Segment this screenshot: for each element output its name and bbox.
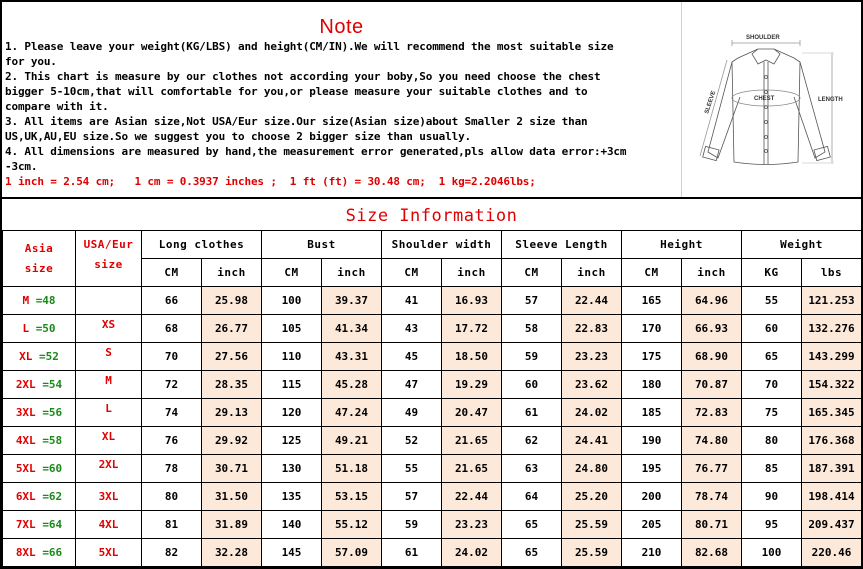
note-lines bbox=[5, 39, 679, 189]
imperial-value-cell: 53.15 bbox=[322, 483, 382, 511]
asia-size-cell bbox=[3, 427, 76, 455]
chest-label: CHEST bbox=[754, 96, 775, 102]
metric-value-cell: 68 bbox=[142, 315, 202, 343]
imperial-value-cell: 154.322 bbox=[802, 371, 862, 399]
imperial-value-cell: 30.71 bbox=[202, 455, 262, 483]
imperial-value-cell: 29.13 bbox=[202, 399, 262, 427]
imperial-value-cell: 121.253 bbox=[802, 287, 862, 315]
shirt-icon bbox=[682, 2, 862, 197]
table-row bbox=[3, 287, 862, 315]
metric-value-cell: 75 bbox=[742, 399, 802, 427]
asia-size-label: 3XL bbox=[15, 406, 36, 419]
metric-value-cell: 81 bbox=[142, 511, 202, 539]
unit-header: inch bbox=[682, 259, 742, 287]
usa-eur-size-cell: XL bbox=[76, 427, 142, 455]
imperial-value-cell: 27.56 bbox=[202, 343, 262, 371]
unit-header: KG bbox=[742, 259, 802, 287]
metric-value-cell: 190 bbox=[622, 427, 682, 455]
metric-value-cell: 59 bbox=[382, 511, 442, 539]
notes-section bbox=[2, 2, 681, 198]
usa-eur-size-cell: 3XL bbox=[76, 483, 142, 511]
imperial-value-cell: 80.71 bbox=[682, 511, 742, 539]
metric-value-cell: 45 bbox=[382, 343, 442, 371]
metric-value-cell: 62 bbox=[502, 427, 562, 455]
shoulder-width-header: Shoulder width bbox=[382, 231, 502, 259]
note-line: 2. This chart is measure by our clothes not according your boby,So you need choose the chest bbox=[5, 70, 601, 83]
imperial-value-cell: 24.02 bbox=[442, 539, 502, 567]
imperial-value-cell: 82.68 bbox=[682, 539, 742, 567]
metric-value-cell: 61 bbox=[382, 539, 442, 567]
unit-header: inch bbox=[442, 259, 502, 287]
table-row bbox=[3, 399, 862, 427]
unit-header: CM bbox=[622, 259, 682, 287]
imperial-value-cell: 64.96 bbox=[682, 287, 742, 315]
note-line: for you. bbox=[5, 55, 57, 68]
metric-value-cell: 49 bbox=[382, 399, 442, 427]
imperial-value-cell: 176.368 bbox=[802, 427, 862, 455]
note-line: -3cm. bbox=[5, 160, 38, 173]
note-line: 4. All dimensions are measured by hand,the measurement error generated,pls allow data error:+3cm bbox=[5, 145, 627, 158]
asia-size-label: 4XL bbox=[15, 434, 36, 447]
metric-value-cell: 105 bbox=[262, 315, 322, 343]
asia-size-label: 8XL bbox=[15, 546, 36, 559]
metric-value-cell: 210 bbox=[622, 539, 682, 567]
metric-value-cell: 120 bbox=[262, 399, 322, 427]
unit-conversion-line: 1 inch = 2.54 cm; 1 cm = 0.3937 inches ; 1 ft (ft) = 30.48 cm; 1 kg=2.2046lbs; bbox=[5, 175, 536, 188]
metric-value-cell: 72 bbox=[142, 371, 202, 399]
asia-size-cell bbox=[3, 287, 76, 315]
metric-value-cell: 78 bbox=[142, 455, 202, 483]
shoulder-label: SHOULDER bbox=[746, 35, 780, 41]
usa-eur-size-cell: 5XL bbox=[76, 539, 142, 567]
metric-value-cell: 43 bbox=[382, 315, 442, 343]
usa-eur-size-cell: M bbox=[76, 371, 142, 399]
imperial-value-cell: 23.23 bbox=[442, 511, 502, 539]
asia-size-equivalent: =64 bbox=[42, 518, 63, 531]
asia-size-label: 6XL bbox=[15, 490, 36, 503]
metric-value-cell: 57 bbox=[502, 287, 562, 315]
asia-size-header: Asia size bbox=[3, 231, 76, 287]
asia-size-cell bbox=[3, 371, 76, 399]
metric-value-cell: 82 bbox=[142, 539, 202, 567]
metric-value-cell: 140 bbox=[262, 511, 322, 539]
table-row bbox=[3, 343, 862, 371]
imperial-value-cell: 45.28 bbox=[322, 371, 382, 399]
asia-size-equivalent: =50 bbox=[35, 322, 56, 335]
metric-value-cell: 76 bbox=[142, 427, 202, 455]
imperial-value-cell: 18.50 bbox=[442, 343, 502, 371]
metric-value-cell: 85 bbox=[742, 455, 802, 483]
length-label: LENGTH bbox=[818, 97, 843, 103]
metric-value-cell: 60 bbox=[502, 371, 562, 399]
imperial-value-cell: 22.44 bbox=[442, 483, 502, 511]
imperial-value-cell: 29.92 bbox=[202, 427, 262, 455]
asia-size-equivalent: =56 bbox=[42, 406, 63, 419]
metric-value-cell: 64 bbox=[502, 483, 562, 511]
imperial-value-cell: 72.83 bbox=[682, 399, 742, 427]
metric-value-cell: 145 bbox=[262, 539, 322, 567]
metric-value-cell: 65 bbox=[742, 343, 802, 371]
imperial-value-cell: 24.80 bbox=[562, 455, 622, 483]
imperial-value-cell: 39.37 bbox=[322, 287, 382, 315]
imperial-value-cell: 24.41 bbox=[562, 427, 622, 455]
metric-value-cell: 135 bbox=[262, 483, 322, 511]
long-clothes-header: Long clothes bbox=[142, 231, 262, 259]
imperial-value-cell: 41.34 bbox=[322, 315, 382, 343]
metric-value-cell: 110 bbox=[262, 343, 322, 371]
asia-size-cell bbox=[3, 483, 76, 511]
imperial-value-cell: 165.345 bbox=[802, 399, 862, 427]
imperial-value-cell: 31.50 bbox=[202, 483, 262, 511]
metric-value-cell: 58 bbox=[502, 315, 562, 343]
metric-value-cell: 70 bbox=[742, 371, 802, 399]
note-line: compare with it. bbox=[5, 100, 109, 113]
asia-size-label: XL bbox=[19, 350, 33, 363]
table-row bbox=[3, 511, 862, 539]
asia-size-equivalent: =66 bbox=[42, 546, 63, 559]
imperial-value-cell: 20.47 bbox=[442, 399, 502, 427]
imperial-value-cell: 55.12 bbox=[322, 511, 382, 539]
size-information-table bbox=[2, 230, 862, 567]
imperial-value-cell: 16.93 bbox=[442, 287, 502, 315]
imperial-value-cell: 19.29 bbox=[442, 371, 502, 399]
imperial-value-cell: 25.59 bbox=[562, 511, 622, 539]
unit-header: CM bbox=[382, 259, 442, 287]
asia-size-label: 2XL bbox=[15, 378, 36, 391]
imperial-value-cell: 198.414 bbox=[802, 483, 862, 511]
metric-value-cell: 47 bbox=[382, 371, 442, 399]
asia-size-cell bbox=[3, 511, 76, 539]
imperial-value-cell: 209.437 bbox=[802, 511, 862, 539]
metric-value-cell: 185 bbox=[622, 399, 682, 427]
imperial-value-cell: 57.09 bbox=[322, 539, 382, 567]
usa-eur-size-cell: 4XL bbox=[76, 511, 142, 539]
metric-value-cell: 125 bbox=[262, 427, 322, 455]
asia-size-equivalent: =60 bbox=[42, 462, 63, 475]
note-line: bigger 5-10cm,that will comfortable for you,or please measure your suitable clothes and to bbox=[5, 85, 588, 98]
imperial-value-cell: 43.31 bbox=[322, 343, 382, 371]
metric-value-cell: 60 bbox=[742, 315, 802, 343]
asia-size-cell bbox=[3, 455, 76, 483]
metric-value-cell: 66 bbox=[142, 287, 202, 315]
unit-header: inch bbox=[562, 259, 622, 287]
unit-header: inch bbox=[322, 259, 382, 287]
imperial-value-cell: 49.21 bbox=[322, 427, 382, 455]
metric-value-cell: 165 bbox=[622, 287, 682, 315]
asia-size-label: 5XL bbox=[15, 462, 36, 475]
asia-size-equivalent: =54 bbox=[42, 378, 63, 391]
asia-size-cell bbox=[3, 399, 76, 427]
usa-eur-size-cell bbox=[76, 287, 142, 315]
imperial-value-cell: 76.77 bbox=[682, 455, 742, 483]
imperial-value-cell: 187.391 bbox=[802, 455, 862, 483]
metric-value-cell: 175 bbox=[622, 343, 682, 371]
table-row bbox=[3, 427, 862, 455]
imperial-value-cell: 23.23 bbox=[562, 343, 622, 371]
metric-value-cell: 61 bbox=[502, 399, 562, 427]
metric-value-cell: 63 bbox=[502, 455, 562, 483]
metric-value-cell: 100 bbox=[742, 539, 802, 567]
imperial-value-cell: 32.28 bbox=[202, 539, 262, 567]
note-line: 1. Please leave your weight(KG/LBS) and height(CM/IN).We will recommend the most suitable size bbox=[5, 40, 614, 53]
imperial-value-cell: 51.18 bbox=[322, 455, 382, 483]
metric-value-cell: 80 bbox=[742, 427, 802, 455]
asia-size-equivalent: =62 bbox=[42, 490, 63, 503]
imperial-value-cell: 24.02 bbox=[562, 399, 622, 427]
imperial-value-cell: 26.77 bbox=[202, 315, 262, 343]
metric-value-cell: 65 bbox=[502, 539, 562, 567]
height-header: Height bbox=[622, 231, 742, 259]
imperial-value-cell: 25.98 bbox=[202, 287, 262, 315]
asia-size-cell bbox=[3, 315, 76, 343]
imperial-value-cell: 17.72 bbox=[442, 315, 502, 343]
unit-header: CM bbox=[262, 259, 322, 287]
table-row bbox=[3, 539, 862, 567]
imperial-value-cell: 31.89 bbox=[202, 511, 262, 539]
imperial-value-cell: 143.299 bbox=[802, 343, 862, 371]
asia-size-cell bbox=[3, 343, 76, 371]
note-line: US,UK,AU,EU size.So we suggest you to choose 2 bigger size than usually. bbox=[5, 130, 472, 143]
imperial-value-cell: 68.90 bbox=[682, 343, 742, 371]
metric-value-cell: 180 bbox=[622, 371, 682, 399]
metric-value-cell: 95 bbox=[742, 511, 802, 539]
metric-value-cell: 205 bbox=[622, 511, 682, 539]
table-row bbox=[3, 455, 862, 483]
imperial-value-cell: 22.83 bbox=[562, 315, 622, 343]
note-line: 3. All items are Asian size,Not USA/Eur size.Our size(Asian size)about Smaller 2 size than bbox=[5, 115, 588, 128]
metric-value-cell: 74 bbox=[142, 399, 202, 427]
metric-value-cell: 130 bbox=[262, 455, 322, 483]
asia-size-label: 7XL bbox=[15, 518, 36, 531]
imperial-value-cell: 47.24 bbox=[322, 399, 382, 427]
shirt-measurement-diagram bbox=[681, 2, 861, 197]
usa-eur-size-cell: XS bbox=[76, 315, 142, 343]
weight-header: Weight bbox=[742, 231, 862, 259]
metric-value-cell: 59 bbox=[502, 343, 562, 371]
imperial-value-cell: 23.62 bbox=[562, 371, 622, 399]
sleeve-length-header: Sleeve Length bbox=[502, 231, 622, 259]
unit-header: lbs bbox=[802, 259, 862, 287]
imperial-value-cell: 74.80 bbox=[682, 427, 742, 455]
metric-value-cell: 195 bbox=[622, 455, 682, 483]
table-group-header-row bbox=[3, 231, 862, 259]
metric-value-cell: 90 bbox=[742, 483, 802, 511]
metric-value-cell: 41 bbox=[382, 287, 442, 315]
metric-value-cell: 65 bbox=[502, 511, 562, 539]
imperial-value-cell: 25.20 bbox=[562, 483, 622, 511]
imperial-value-cell: 220.46 bbox=[802, 539, 862, 567]
imperial-value-cell: 21.65 bbox=[442, 427, 502, 455]
usa-eur-size-cell: 2XL bbox=[76, 455, 142, 483]
asia-size-equivalent: =58 bbox=[42, 434, 63, 447]
usa-eur-size-cell: L bbox=[76, 399, 142, 427]
imperial-value-cell: 28.35 bbox=[202, 371, 262, 399]
table-row bbox=[3, 371, 862, 399]
asia-size-label: L bbox=[22, 322, 30, 335]
note-title: Note bbox=[319, 16, 364, 38]
imperial-value-cell: 132.276 bbox=[802, 315, 862, 343]
metric-value-cell: 52 bbox=[382, 427, 442, 455]
metric-value-cell: 55 bbox=[742, 287, 802, 315]
imperial-value-cell: 21.65 bbox=[442, 455, 502, 483]
unit-header: CM bbox=[142, 259, 202, 287]
asia-size-equivalent: =48 bbox=[35, 294, 56, 307]
metric-value-cell: 170 bbox=[622, 315, 682, 343]
usa-eur-size-cell: S bbox=[76, 343, 142, 371]
size-table-title: Size Information bbox=[345, 206, 518, 226]
table-row bbox=[3, 483, 862, 511]
metric-value-cell: 70 bbox=[142, 343, 202, 371]
imperial-value-cell: 22.44 bbox=[562, 287, 622, 315]
metric-value-cell: 100 bbox=[262, 287, 322, 315]
metric-value-cell: 55 bbox=[382, 455, 442, 483]
imperial-value-cell: 70.87 bbox=[682, 371, 742, 399]
asia-size-label: M bbox=[22, 294, 30, 307]
bust-header: Bust bbox=[262, 231, 382, 259]
sleeve-label: SLEEVE bbox=[704, 90, 718, 115]
asia-size-cell bbox=[3, 539, 76, 567]
size-table-body bbox=[3, 287, 862, 567]
imperial-value-cell: 66.93 bbox=[682, 315, 742, 343]
table-row bbox=[3, 315, 862, 343]
unit-header: CM bbox=[502, 259, 562, 287]
metric-value-cell: 57 bbox=[382, 483, 442, 511]
imperial-value-cell: 25.59 bbox=[562, 539, 622, 567]
unit-header: inch bbox=[202, 259, 262, 287]
metric-value-cell: 115 bbox=[262, 371, 322, 399]
metric-value-cell: 80 bbox=[142, 483, 202, 511]
imperial-value-cell: 78.74 bbox=[682, 483, 742, 511]
metric-value-cell: 200 bbox=[622, 483, 682, 511]
asia-size-equivalent: =52 bbox=[39, 350, 59, 363]
usa-eur-size-header: USA/Eur size bbox=[76, 231, 142, 287]
